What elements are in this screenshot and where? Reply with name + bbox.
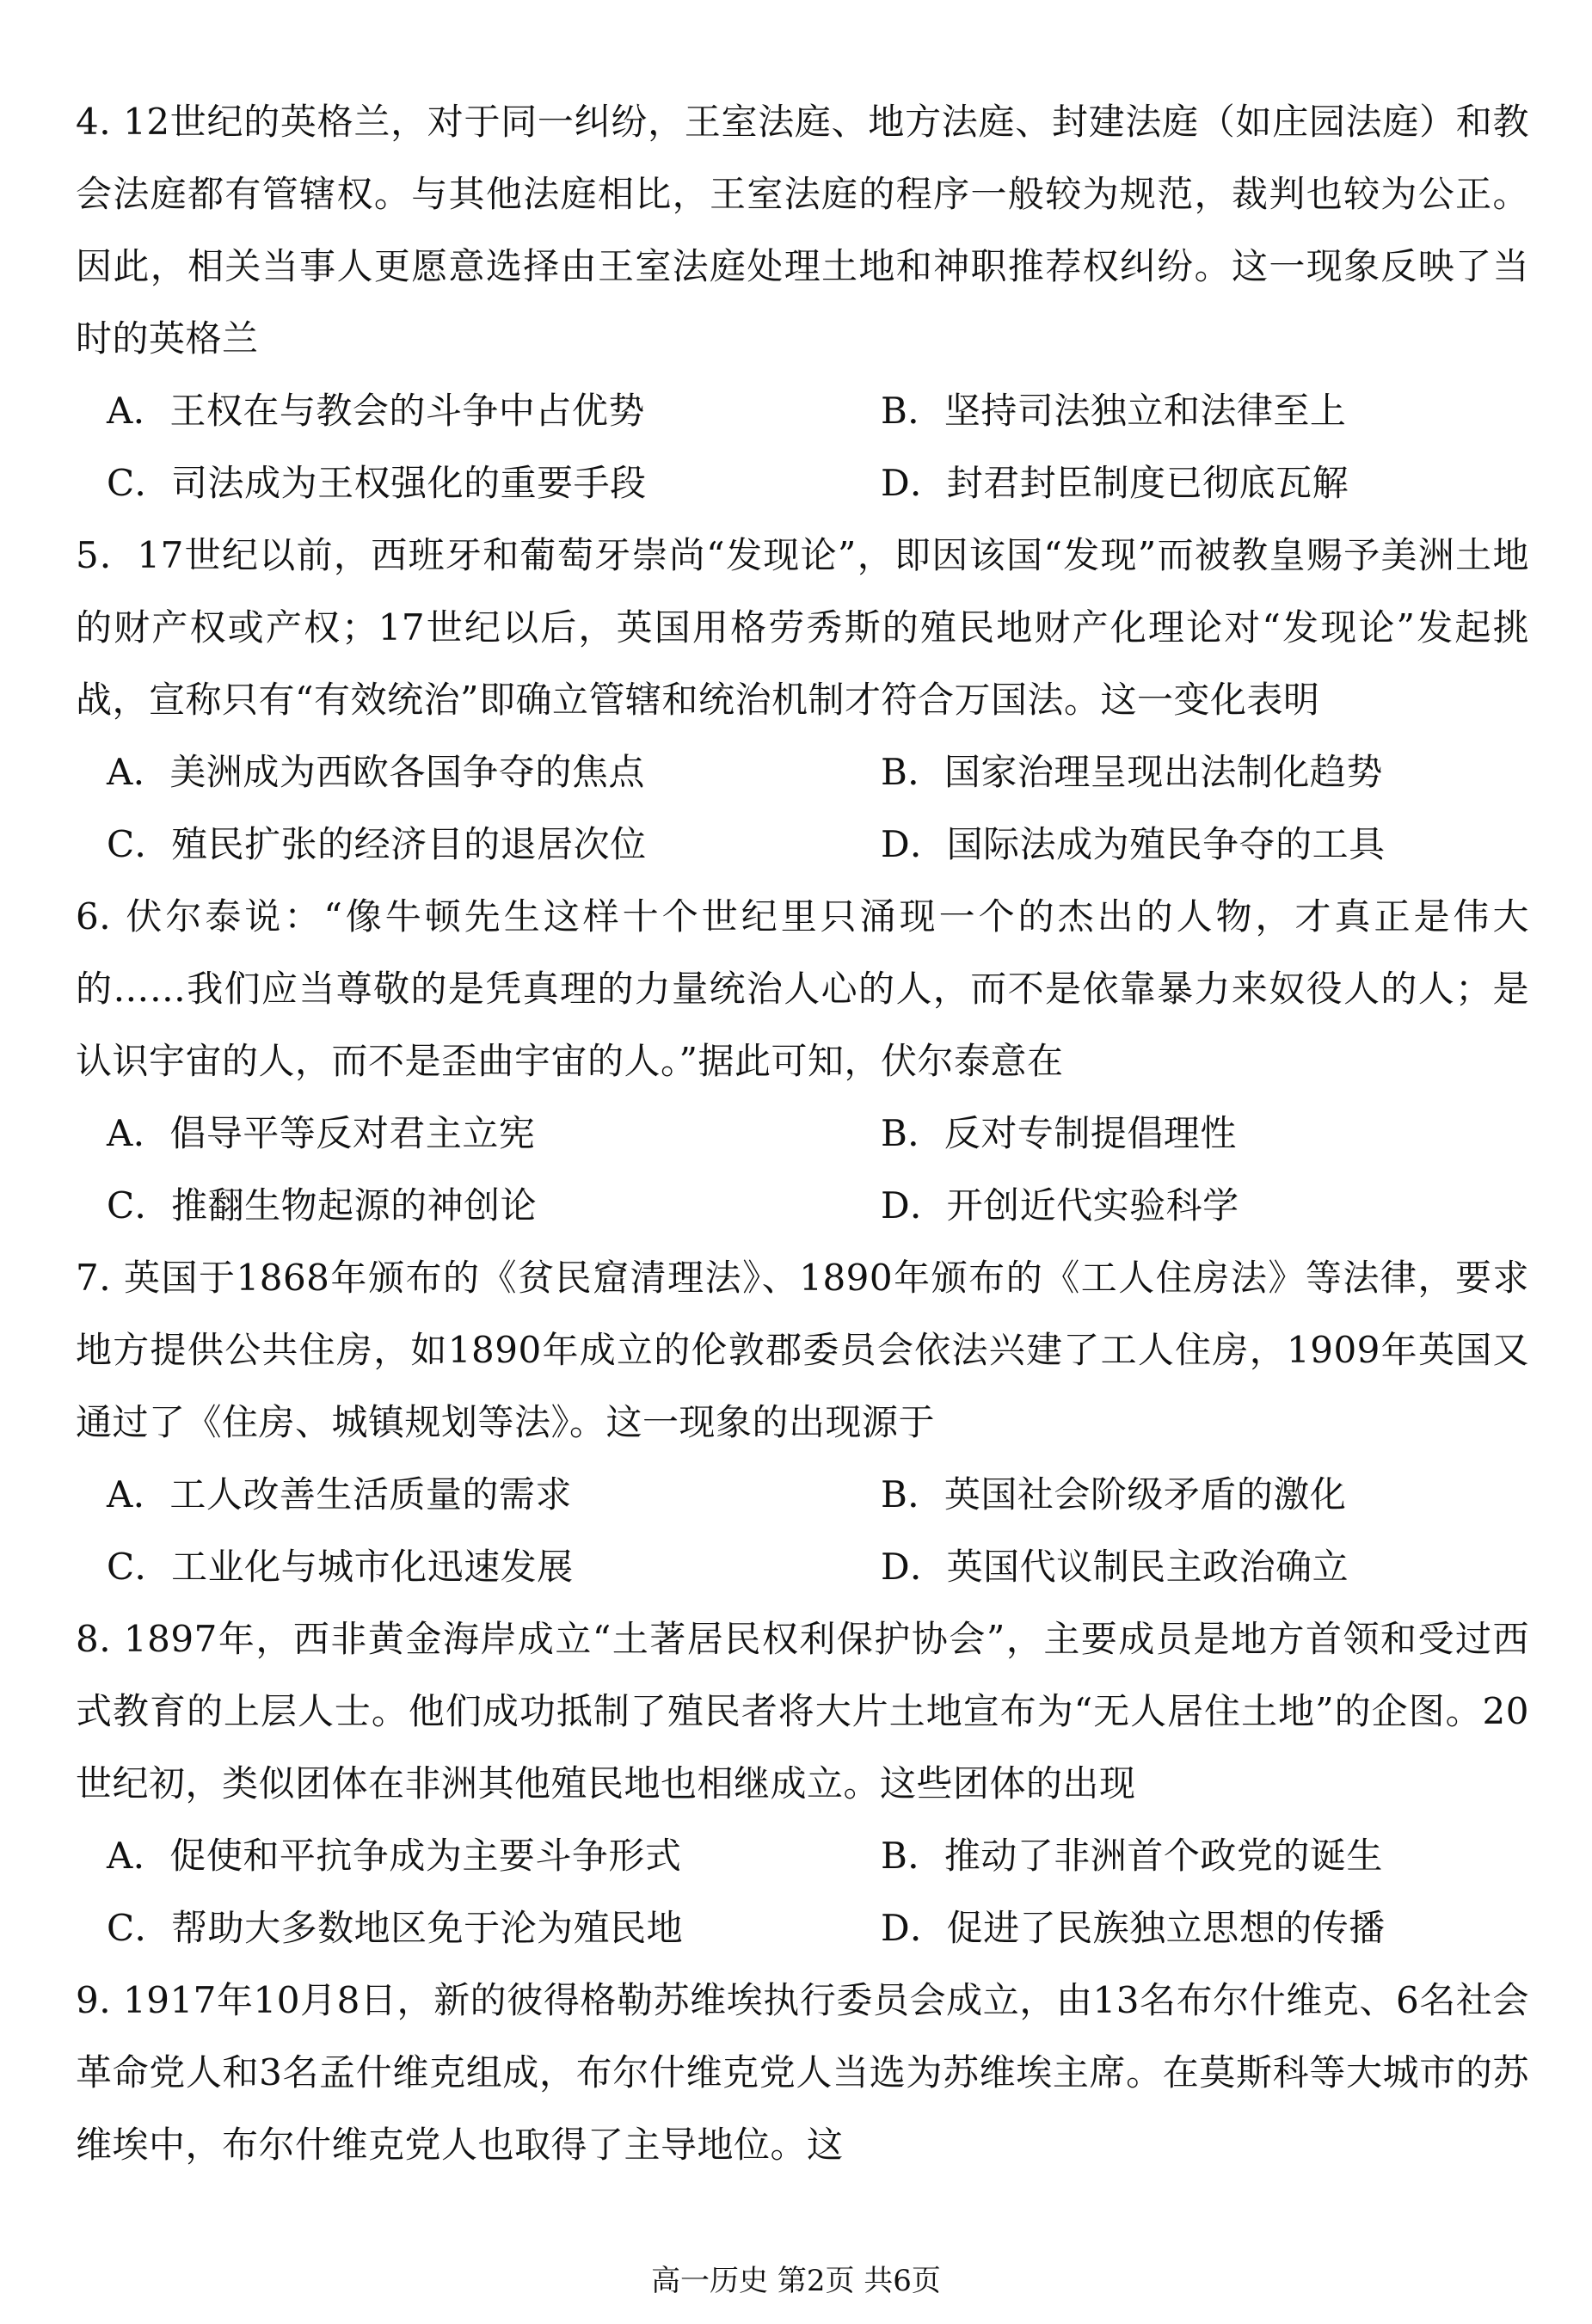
option-c: C．帮助大多数地区免于沦为殖民地 xyxy=(107,1907,684,1949)
option-a: A．促使和平抗争成为主要斗争形式 xyxy=(107,1835,682,1877)
option-b: B．国家治理呈现出法制化趋势 xyxy=(881,751,1383,793)
question-stem: 5．17世纪以前，西班牙和葡萄牙崇尚“发现论”，即因该国“发现”而被教皇赐予美洲土地的财产权或产权；17世纪以后，英国用格劳秀斯的殖民地财产化理论对“发现论”发起挑战，宣称只有“有效统治”即确立管辖和统治机制才符合万国法。这一变化表明 xyxy=(76,534,1529,721)
option-a: A．美洲成为西欧各国争夺的焦点 xyxy=(107,751,645,793)
option-a: A．王权在与教会的斗争中占优势 xyxy=(107,390,645,432)
option-list xyxy=(76,1459,1529,1603)
option-d: D．英国代议制民主政治确立 xyxy=(881,1546,1349,1588)
question-7 xyxy=(76,1242,1529,1603)
question-4 xyxy=(76,86,1529,520)
page-footer: 高一历史 第2页 共6页 xyxy=(651,2264,941,2298)
question-8 xyxy=(76,1603,1529,1964)
question-6 xyxy=(76,881,1529,1242)
option-d: D．国际法成为殖民争夺的工具 xyxy=(881,823,1386,865)
option-d: D．开创近代实验科学 xyxy=(881,1184,1239,1227)
option-c: C．推翻生物起源的神创论 xyxy=(107,1184,538,1227)
question-9 xyxy=(76,1964,1529,2181)
option-list xyxy=(76,736,1529,881)
option-list xyxy=(76,1820,1529,1964)
option-c: C．殖民扩张的经济目的退居次位 xyxy=(107,823,647,865)
question-5 xyxy=(76,520,1529,881)
question-stem: 8. 1897年，西非黄金海岸成立“土著居民权利保护协会”，主要成员是地方首领和受过西式教育的上层人士。他们成功抵制了殖民者将大片土地宣布为“无人居住土地”的企图。20世纪初，类似团体在非洲其他殖民地也相继成立。这些团体的出现 xyxy=(76,1618,1529,1804)
question-stem: 4. 12世纪的英格兰，对于同一纠纷，王室法庭、地方法庭、封建法庭（如庄园法庭）和教会法庭都有管辖权。与其他法庭相比，王室法庭的程序一般较为规范，裁判也较为公正。因此，相关当事人更愿意选择由王室法庭处理土地和神职推荐权纠纷。这一现象反映了当时的英格兰 xyxy=(76,101,1529,360)
option-list xyxy=(76,1097,1529,1242)
option-c: C．工业化与城市化迅速发展 xyxy=(107,1546,574,1588)
option-b: B．反对专制提倡理性 xyxy=(881,1112,1237,1154)
option-list xyxy=(76,375,1529,520)
option-a: A．倡导平等反对君主立宪 xyxy=(107,1112,536,1154)
option-b: B．坚持司法独立和法律至上 xyxy=(881,390,1347,432)
question-stem: 7. 英国于1868年颁布的《贫民窟清理法》、1890年颁布的《工人住房法》等法律，要求地方提供公共住房，如1890年成立的伦敦郡委员会依法兴建了工人住房，1909年英国又通过了《住房、城镇规划等法》。这一现象的出现源于 xyxy=(76,1257,1529,1443)
exam-page xyxy=(76,86,1529,2181)
option-b: B．英国社会阶级矛盾的激化 xyxy=(881,1473,1347,1516)
question-stem: 6. 伏尔泰说：“像牛顿先生这样十个世纪里只涌现一个的杰出的人物，才真正是伟大的……我们应当尊敬的是凭真理的力量统治人心的人，而不是依靠暴力来奴役人的人；是认识宇宙的人，而不是歪曲宇宙的人。”据此可知，伏尔泰意在 xyxy=(76,895,1529,1082)
option-c: C．司法成为王权强化的重要手段 xyxy=(107,462,647,504)
option-d: D．封君封臣制度已彻底瓦解 xyxy=(881,462,1349,504)
option-d: D．促进了民族独立思想的传播 xyxy=(881,1907,1386,1949)
option-a: A．工人改善生活质量的需求 xyxy=(107,1473,572,1516)
option-b: B．推动了非洲首个政党的诞生 xyxy=(881,1835,1383,1877)
question-stem: 9. 1917年10月8日，新的彼得格勒苏维埃执行委员会成立，由13名布尔什维克、6名社会革命党人和3名孟什维克组成，布尔什维克党人当选为苏维埃主席。在莫斯科等大城市的苏维埃中，布尔什维克党人也取得了主导地位。这 xyxy=(76,1979,1529,2166)
